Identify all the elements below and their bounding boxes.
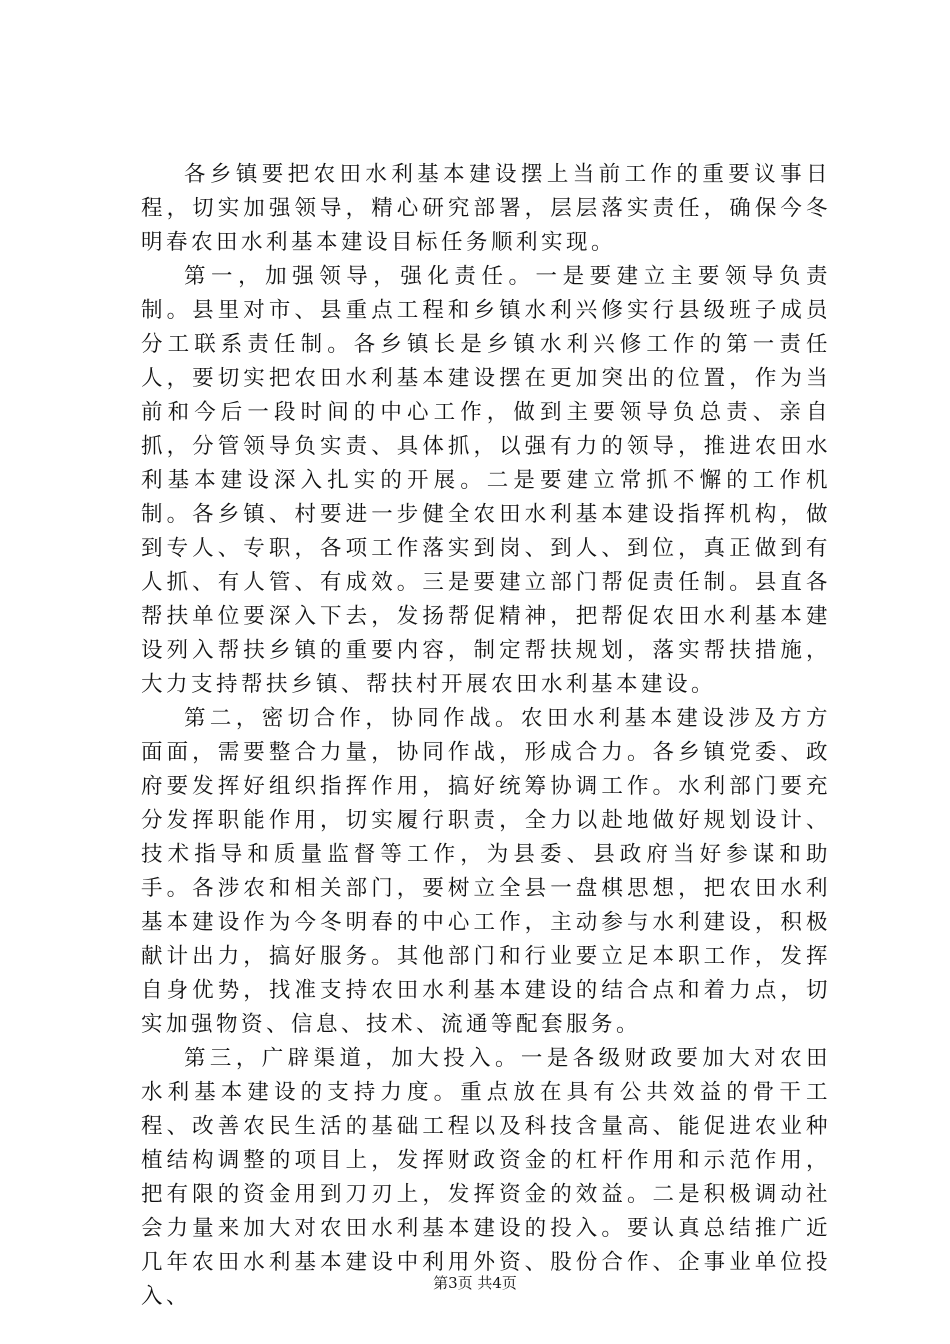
- paragraph-3: 第二，密切合作，协同作战。农田水利基本建设涉及方方面面，需要整合力量，协同作战，形成合力。各乡镇党委、政府要发挥好组织指挥作用，搞好统筹协调工作。水利部门要充分发挥职能作用，切实履行职责，全力以赴地做好规划设计、技术指导和质量监督等工作，为县委、县政府当好参谋和助手。各涉农和相关部门，要树立全县一盘棋思想，把农田水利基本建设作为今冬明春的中心工作，主动参与水利建设，积极献计出力，搞好服务。其他部门和行业要立足本职工作，发挥自身优势，找准支持农田水利基本建设的结合点和着力点，切实加强物资、信息、技术、流通等配套服务。: [141, 706, 831, 1037]
- paragraph-2: 第一，加强领导，强化责任。一是要建立主要领导负责制。县里对市、县重点工程和乡镇水利兴修实行县级班子成员分工联系责任制。各乡镇长是乡镇水利兴修工作的第一责任人，要切实把农田水利基本建设摆在更加突出的位置，作为当前和今后一段时间的中心工作，做到主要领导负总责、亲自抓，分管领导负实责、具体抓，以强有力的领导，推进农田水利基本建设深入扎实的开展。二是要建立常抓不懈的工作机制。各乡镇、村要进一步健全农田水利基本建设指挥机构，做到专人、专职，各项工作落实到岗、到人、到位，真正做到有人抓、有人管、有成效。三是要建立部门帮促责任制。县直各帮扶单位要深入下去，发扬帮促精神，把帮促农田水利基本建设列入帮扶乡镇的重要内容，制定帮扶规划，落实帮扶措施，大力支持帮扶乡镇、帮扶村开展农田水利基本建设。: [141, 264, 831, 697]
- page-footer: 第3页 共4页: [433, 1274, 517, 1292]
- paragraph-1: 各乡镇要把农田水利基本建设摆上当前工作的重要议事日程，切实加强领导，精心研究部署，层层落实责任，确保今冬明春农田水利基本建设目标任务顺利实现。: [141, 162, 831, 255]
- paragraph-4: 第三，广辟渠道，加大投入。一是各级财政要加大对农田水利基本建设的支持力度。重点放在具有公共效益的骨干工程、改善农民生活的基础工程以及科技含量高、能促进农业种植结构调整的项目上，发挥财政资金的杠杆作用和示范作用，把有限的资金用到刀刃上，发挥资金的效益。二是积极调动社会力量来加大对农田水利基本建设的投入。要认真总结推广近几年农田水利基本建设中利用外资、股份合作、企事业单位投入、: [141, 1046, 831, 1309]
- body-text: [141, 158, 831, 1314]
